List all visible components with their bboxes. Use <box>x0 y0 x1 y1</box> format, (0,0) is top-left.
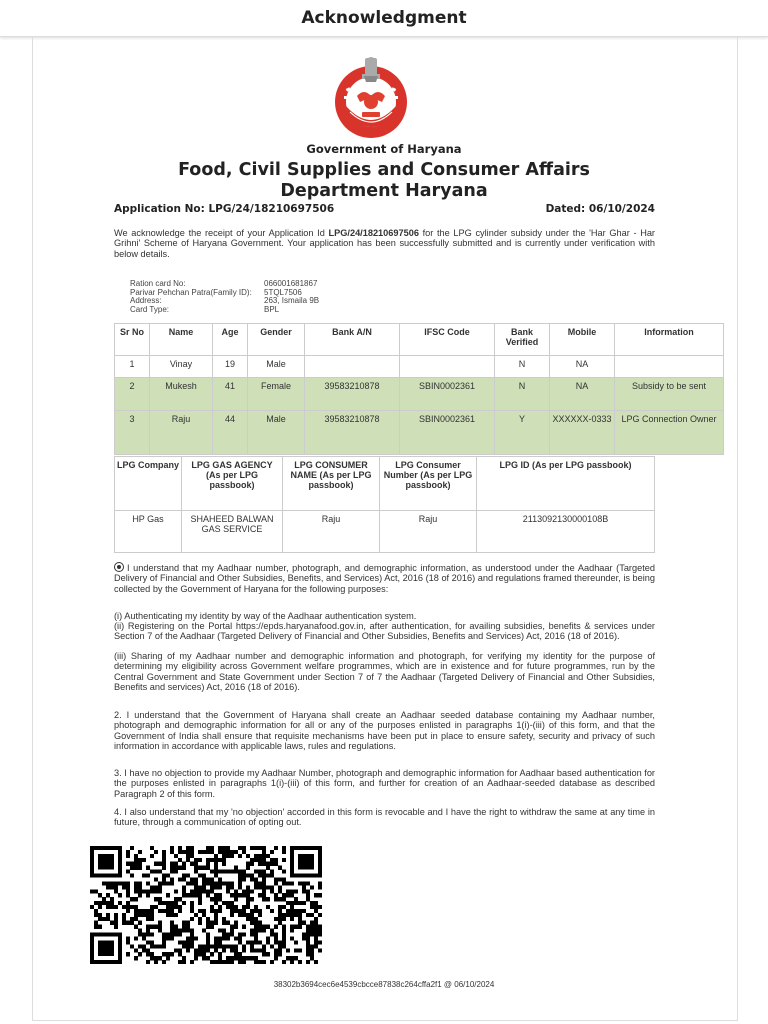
page-title: Acknowledgment <box>301 8 467 28</box>
lpg-table <box>114 456 655 553</box>
application-id: LPG/24/18210697506 <box>328 228 419 238</box>
footer-hash: 38302b3694cec6e4539cbcce87838c264cffa2f1 @ 06/10/2024 <box>273 980 495 989</box>
detail-row: Ration card No: 066001681867 <box>130 279 318 288</box>
members-table <box>114 323 724 455</box>
qr-code-icon <box>90 846 322 964</box>
application-line <box>114 203 655 215</box>
haryana-emblem-icon <box>324 52 418 146</box>
consent-paragraph-2: 2. I understand that the Government of Haryana shall create an Aadhaar seeded database containing my Aadhaar number, photograph and demographic information for all or any of the purposes enlisted in paragraphs 1(i)-(iii) of this form, and that the Government of India shall ensure that requisite mechanisms have been put in place to ensure safety, security and privacy of such information in accordance with applicable laws, rules and regulations. <box>114 710 655 751</box>
table-row: HP Gas SHAHEED BALWAN GAS SERVICE Raju Raju 2113092130000108B <box>115 511 655 553</box>
table-row: 1 Vinay 19 Male N NA <box>115 356 724 378</box>
consent-purpose-1: (i) Authenticating my identity by way of the Aadhaar authentication system. <box>114 611 417 621</box>
table-header-row: Sr No Name Age Gender Bank A/N IFSC Code Bank Verified Mobile Information <box>115 324 724 356</box>
table-row: 3 Raju 44 Male 39583210878 SBIN0002361 Y XXXXXX-0333 LPG Connection Owner <box>115 411 724 455</box>
detail-row: Parivar Pehchan Patra(Family ID): 5TQL7506 <box>130 287 302 297</box>
page-header <box>0 0 768 37</box>
consent-purpose-2: (ii) Registering on the Portal https://epds.haryanafood.gov.in, after authentication, for availing subsidies, benefits & services under Section 7 of the Aadhaar (Targeted Delivery of Financial and Other Subsidies, Benefits and Services) Act, 2016 (18 of 2016). <box>114 621 655 642</box>
intro-paragraph: We acknowledge the receipt of your Application Id LPG/24/18210697506 for the LPG cylinder subsidy under the 'Har Ghar - Har Grihni' Scheme of Haryana Government. Your application has been successfully submitted and is currently under verification with below details. <box>114 228 655 259</box>
consent-paragraph-1: I understand that my Aadhaar number, photograph, and demographic information, as understood under the Aadhaar (Targeted Delivery of Financial and Other Subsidies, Benefits, and Services) Act, 2016 (18 of 2016) and regulations framed thereunder, is being collected by the Government of Haryana for the following purposes: <box>114 563 655 594</box>
table-header-row: LPG Company LPG GAS AGENCY (As per LPG passbook) LPG CONSUMER NAME (As per LPG passbook) LPG Consumer Number (As per LPG passbook) LPG ID (As per LPG passbook) <box>115 457 655 511</box>
details-list <box>130 280 319 314</box>
department-name: Food, Civil Supplies and Consumer Affairs Department Haryana <box>178 160 590 201</box>
consent-radio-icon[interactable] <box>114 562 124 572</box>
consent-paragraph-3: 3. I have no objection to provide my Aadhaar Number, photograph and demographic information for Aadhaar based authentication for the purposes enlisted in paragraphs 1(i)-(iii) of this form, and further for creation of an Aadhaar-seeded database as described Paragraph 2 of this form. <box>114 768 655 799</box>
application-number: Application No: LPG/24/18210697506 <box>114 203 335 215</box>
application-date: Dated: 06/10/2024 <box>545 203 655 215</box>
consent-paragraph-4: 4. I also understand that my 'no objection' accorded in this form is revocable and I have the right to withdraw the same at any time in future, through a communication of opting out. <box>114 807 655 828</box>
detail-row: Card Type: BPL <box>130 304 280 314</box>
detail-row: Address: 263, Ismaila 9B <box>130 296 320 306</box>
government-name: Government of Haryana <box>306 142 462 156</box>
consent-purpose-3: (iii) Sharing of my Aadhaar number and demographic information and photograph, for verifying my identity for the purpose of determining my eligibility across Government welfare programmes, which are in existence and for future programmes, run by the Central Government and State Government under Section 7 of 7 the Aadhaar (Targeted Delivery of Financial and Other Subsidies, Benefits and services) Act, 2016 (18 of 2016). <box>114 651 655 692</box>
table-row: 2 Mukesh 41 Female 39583210878 SBIN0002361 N NA Subsidy to be sent <box>115 378 724 411</box>
